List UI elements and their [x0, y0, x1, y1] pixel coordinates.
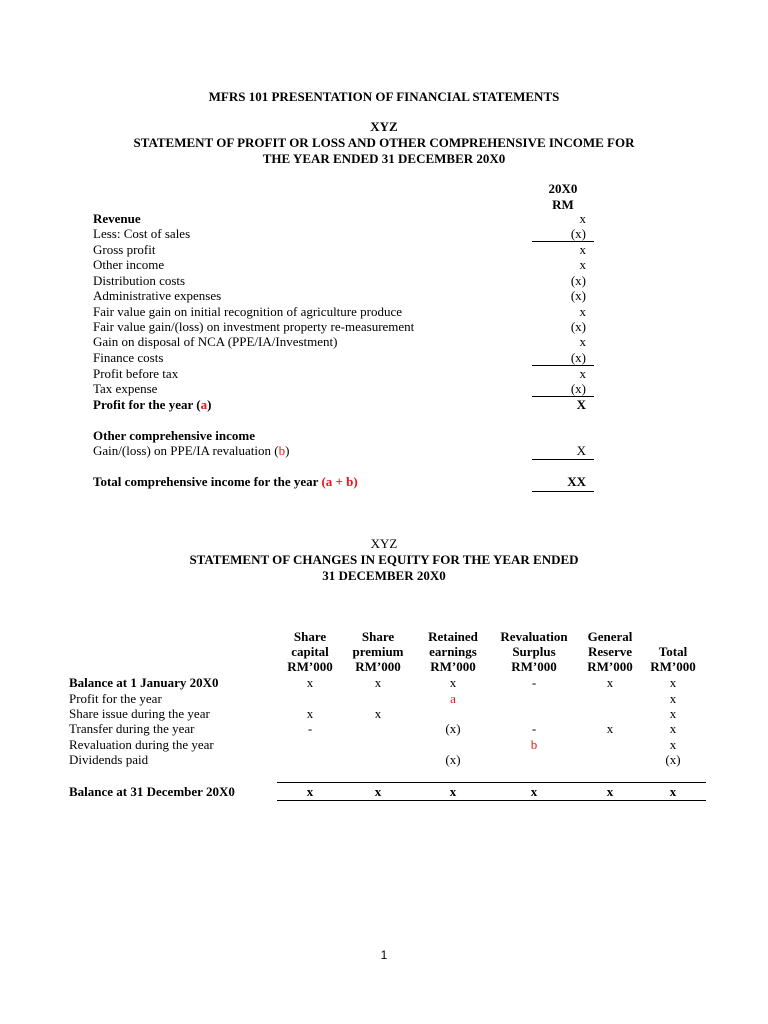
pl-row-label: Fair value gain/(loss) on investment property re-measurement [93, 319, 415, 334]
soce-cell-tag-a: a [450, 691, 456, 706]
soce-cell: x [449, 675, 457, 690]
soce-row-label: Share issue during the year [69, 706, 210, 721]
pl-row-label: Profit before tax [93, 366, 179, 381]
pl-row-label: Gross profit [93, 242, 156, 257]
soce-column-header: Retained earnings RM’000 [428, 629, 478, 674]
pl-row-label: Finance costs [93, 350, 164, 365]
page-number: 1 [380, 948, 388, 962]
soce-closing-label: Balance at 31 December 20X0 [69, 784, 235, 799]
pl-row-value: x [579, 257, 586, 272]
soce-column-header: General Reserve RM’000 [587, 629, 633, 674]
pl-row-value: x [579, 304, 586, 319]
pl-row-value: x [579, 334, 586, 349]
soce-cell: - [531, 721, 537, 736]
pl-column-year: 20X0 [548, 181, 578, 196]
oci-heading: Other comprehensive income [93, 428, 255, 443]
soce-closing-cell: x [669, 784, 677, 799]
pl-row-label: Other income [93, 257, 165, 272]
soce-column-header: Share premium RM’000 [352, 629, 404, 674]
soce-column-header: Revaluation Surplus RM’000 [500, 629, 568, 674]
soce-cell: x [606, 721, 614, 736]
pl-row-value: (x) [570, 273, 586, 288]
soce-closing-bottom-rule [277, 800, 706, 801]
pl-row-label: Less: Cost of sales [93, 226, 191, 241]
profit-for-year-value: X [576, 397, 586, 412]
soce-cell: x [374, 675, 382, 690]
profit-for-year-label: Profit for the year (a) [93, 397, 212, 412]
pl-company-name: XYZ [370, 119, 398, 134]
pl-row-value: (x) [570, 226, 586, 241]
oci-row-value: X [576, 443, 586, 458]
pl-row-label: Gain on disposal of NCA (PPE/IA/Investment) [93, 334, 338, 349]
soce-cell: x [374, 706, 382, 721]
pl-row-label: Fair value gain on initial recognition of agriculture produce [93, 304, 403, 319]
soce-cell: x [669, 706, 677, 721]
pl-title-line1: STATEMENT OF PROFIT OR LOSS AND OTHER COMPREHENSIVE INCOME FOR [133, 135, 635, 150]
soce-cell-tag-b: b [530, 737, 538, 752]
soce-cell: - [531, 675, 537, 690]
soce-cell: x [669, 675, 677, 690]
pl-title-line2: THE YEAR ENDED 31 DECEMBER 20X0 [262, 151, 506, 166]
soce-column-header: Total RM’000 [650, 644, 696, 674]
tag-a-plus-b: (a + b) [321, 474, 358, 489]
soce-cell: x [669, 691, 677, 706]
soce-row-label: Balance at 1 January 20X0 [69, 675, 219, 690]
soce-title-line2: 31 DECEMBER 20X0 [322, 568, 446, 583]
oci-row-label: Gain/(loss) on PPE/IA revaluation (b) [93, 443, 290, 458]
pl-row-value: x [579, 211, 586, 226]
tag-a: a [200, 397, 208, 412]
soce-cell: x [306, 675, 314, 690]
soce-cell: (x) [445, 721, 461, 736]
soce-closing-cell: x [449, 784, 457, 799]
total-comprehensive-income-value: XX [567, 474, 586, 489]
soce-row-label: Dividends paid [69, 752, 149, 767]
soce-closing-cell: x [374, 784, 382, 799]
total-comprehensive-income-label: Total comprehensive income for the year (a + b) [93, 474, 358, 489]
pl-row-value: (x) [570, 319, 586, 334]
pl-row-label: Administrative expenses [93, 288, 222, 303]
pl-row-label: Distribution costs [93, 273, 186, 288]
pl-row-value: x [579, 366, 586, 381]
soce-closing-top-rule [277, 782, 706, 783]
pl-row-value: x [579, 242, 586, 257]
pl-row-value: (x) [570, 288, 586, 303]
pl-total-rule [532, 491, 594, 492]
soce-cell: (x) [665, 752, 681, 767]
pl-subtotal-rule [532, 459, 594, 460]
soce-cell: x [306, 706, 314, 721]
soce-row-label: Transfer during the year [69, 721, 195, 736]
soce-cell: (x) [445, 752, 461, 767]
soce-row-label: Revaluation during the year [69, 737, 214, 752]
document-header: MFRS 101 PRESENTATION OF FINANCIAL STATEMENTS [208, 89, 560, 104]
soce-cell: x [669, 737, 677, 752]
soce-cell: - [307, 721, 313, 736]
soce-closing-cell: x [530, 784, 538, 799]
soce-cell: x [669, 721, 677, 736]
tag-b: b [278, 443, 286, 458]
pl-row-label: Tax expense [93, 381, 158, 396]
soce-closing-cell: x [306, 784, 314, 799]
soce-company-name: XYZ [370, 536, 398, 551]
soce-row-label: Profit for the year [69, 691, 162, 706]
pl-row-label: Revenue [93, 211, 141, 226]
soce-cell: x [606, 675, 614, 690]
soce-column-header: Share capital RM’000 [287, 629, 333, 674]
pl-column-unit: RM [552, 197, 574, 212]
soce-title-line1: STATEMENT OF CHANGES IN EQUITY FOR THE YEAR ENDED [189, 552, 579, 567]
soce-closing-cell: x [606, 784, 614, 799]
pl-row-value: (x) [570, 350, 586, 365]
pl-row-value: (x) [570, 381, 586, 396]
